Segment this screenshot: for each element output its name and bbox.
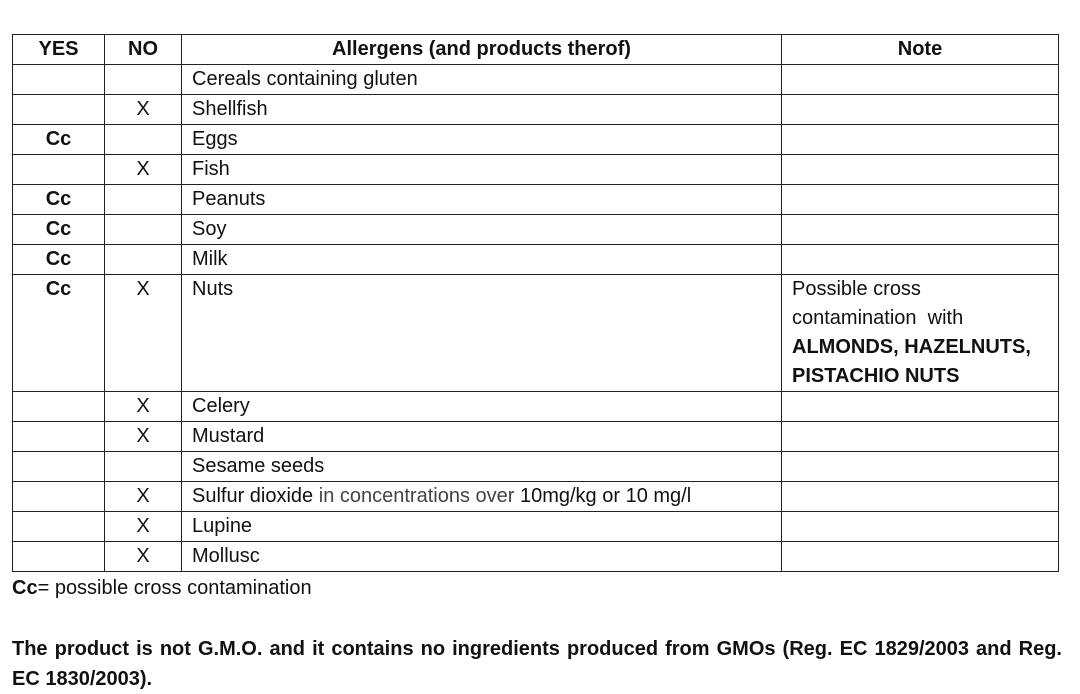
yes-cell xyxy=(13,95,105,125)
note-cell xyxy=(782,452,1059,482)
note-cell xyxy=(782,512,1059,542)
table-row xyxy=(13,155,1059,185)
yes-cell xyxy=(13,155,105,185)
allergen-cell: Milk xyxy=(182,245,782,275)
allergen-condition: in concentrations over xyxy=(313,485,520,507)
table-header-row xyxy=(13,35,1059,65)
no-cell: X xyxy=(105,275,182,392)
yes-cell xyxy=(13,422,105,452)
note-cell xyxy=(782,245,1059,275)
note-cell xyxy=(782,65,1059,95)
allergen-cell: Lupine xyxy=(182,512,782,542)
allergen-cell: Eggs xyxy=(182,125,782,155)
note-cell xyxy=(782,422,1059,452)
no-cell: X xyxy=(105,392,182,422)
no-cell xyxy=(105,185,182,215)
header-no: NO xyxy=(105,35,182,65)
allergen-cell: Fish xyxy=(182,155,782,185)
allergen-cell: Cereals containing gluten xyxy=(182,65,782,95)
yes-cell xyxy=(13,65,105,95)
no-cell xyxy=(105,65,182,95)
no-cell: X xyxy=(105,155,182,185)
table-row xyxy=(13,215,1059,245)
table-row-nuts xyxy=(13,275,1059,392)
yes-cell xyxy=(13,512,105,542)
header-note: Note xyxy=(782,35,1059,65)
note-cell xyxy=(782,542,1059,572)
allergen-cell: Peanuts xyxy=(182,185,782,215)
table-row xyxy=(13,65,1059,95)
allergen-cell: Shellfish xyxy=(182,95,782,125)
yes-cell: Cc xyxy=(13,215,105,245)
table-row xyxy=(13,512,1059,542)
table-row xyxy=(13,392,1059,422)
note-cell xyxy=(782,125,1059,155)
allergen-threshold: 10mg/kg or 10 mg/l xyxy=(519,485,692,507)
no-cell xyxy=(105,452,182,482)
no-cell: X xyxy=(105,542,182,572)
note-line: contamination with xyxy=(792,307,964,329)
allergen-cell: Celery xyxy=(182,392,782,422)
note-cell xyxy=(782,482,1059,512)
table-row xyxy=(13,482,1059,512)
allergen-cell: Nuts xyxy=(182,275,782,392)
allergen-cell xyxy=(182,482,782,512)
table-row xyxy=(13,245,1059,275)
yes-cell: Cc xyxy=(13,125,105,155)
table-row xyxy=(13,452,1059,482)
yes-cell: Cc xyxy=(13,185,105,215)
allergens-table xyxy=(12,34,1059,572)
legend xyxy=(12,577,312,600)
note-cell xyxy=(782,275,1059,392)
legend-abbr: Cc xyxy=(12,577,38,599)
yes-cell xyxy=(13,482,105,512)
note-cell xyxy=(782,392,1059,422)
no-cell: X xyxy=(105,422,182,452)
yes-cell xyxy=(13,542,105,572)
table-row xyxy=(13,125,1059,155)
table-row xyxy=(13,185,1059,215)
allergen-name: Sulfur dioxide xyxy=(192,485,314,507)
header-allergens: Allergens (and products therof) xyxy=(182,35,782,65)
note-cell xyxy=(782,95,1059,125)
note-cell xyxy=(782,155,1059,185)
note-line: Possible cross xyxy=(792,278,921,300)
allergen-cell: Mustard xyxy=(182,422,782,452)
table-row xyxy=(13,542,1059,572)
yes-cell xyxy=(13,452,105,482)
table-row xyxy=(13,422,1059,452)
no-cell xyxy=(105,125,182,155)
allergen-cell: Soy xyxy=(182,215,782,245)
header-yes: YES xyxy=(13,35,105,65)
cut-off-top-text xyxy=(12,0,18,10)
note-cell xyxy=(782,215,1059,245)
no-cell: X xyxy=(105,512,182,542)
allergen-cell: Mollusc xyxy=(182,542,782,572)
no-cell xyxy=(105,245,182,275)
no-cell: X xyxy=(105,482,182,512)
note-cell xyxy=(782,185,1059,215)
note-bold-line: ALMONDS, HAZELNUTS, xyxy=(792,336,1031,358)
yes-cell: Cc xyxy=(13,275,105,392)
table-row xyxy=(13,95,1059,125)
no-cell xyxy=(105,215,182,245)
note-bold-line: PISTACHIO NUTS xyxy=(792,365,960,387)
allergen-cell: Sesame seeds xyxy=(182,452,782,482)
gmo-statement: The product is not G.M.O. and it contains no ingredients produced from GMOs (Reg. EC 1829/2003 and Reg. EC 1830/2003). xyxy=(12,638,1062,690)
yes-cell xyxy=(13,392,105,422)
yes-cell: Cc xyxy=(13,245,105,275)
legend-text: = possible cross contamination xyxy=(37,577,312,599)
no-cell: X xyxy=(105,95,182,125)
